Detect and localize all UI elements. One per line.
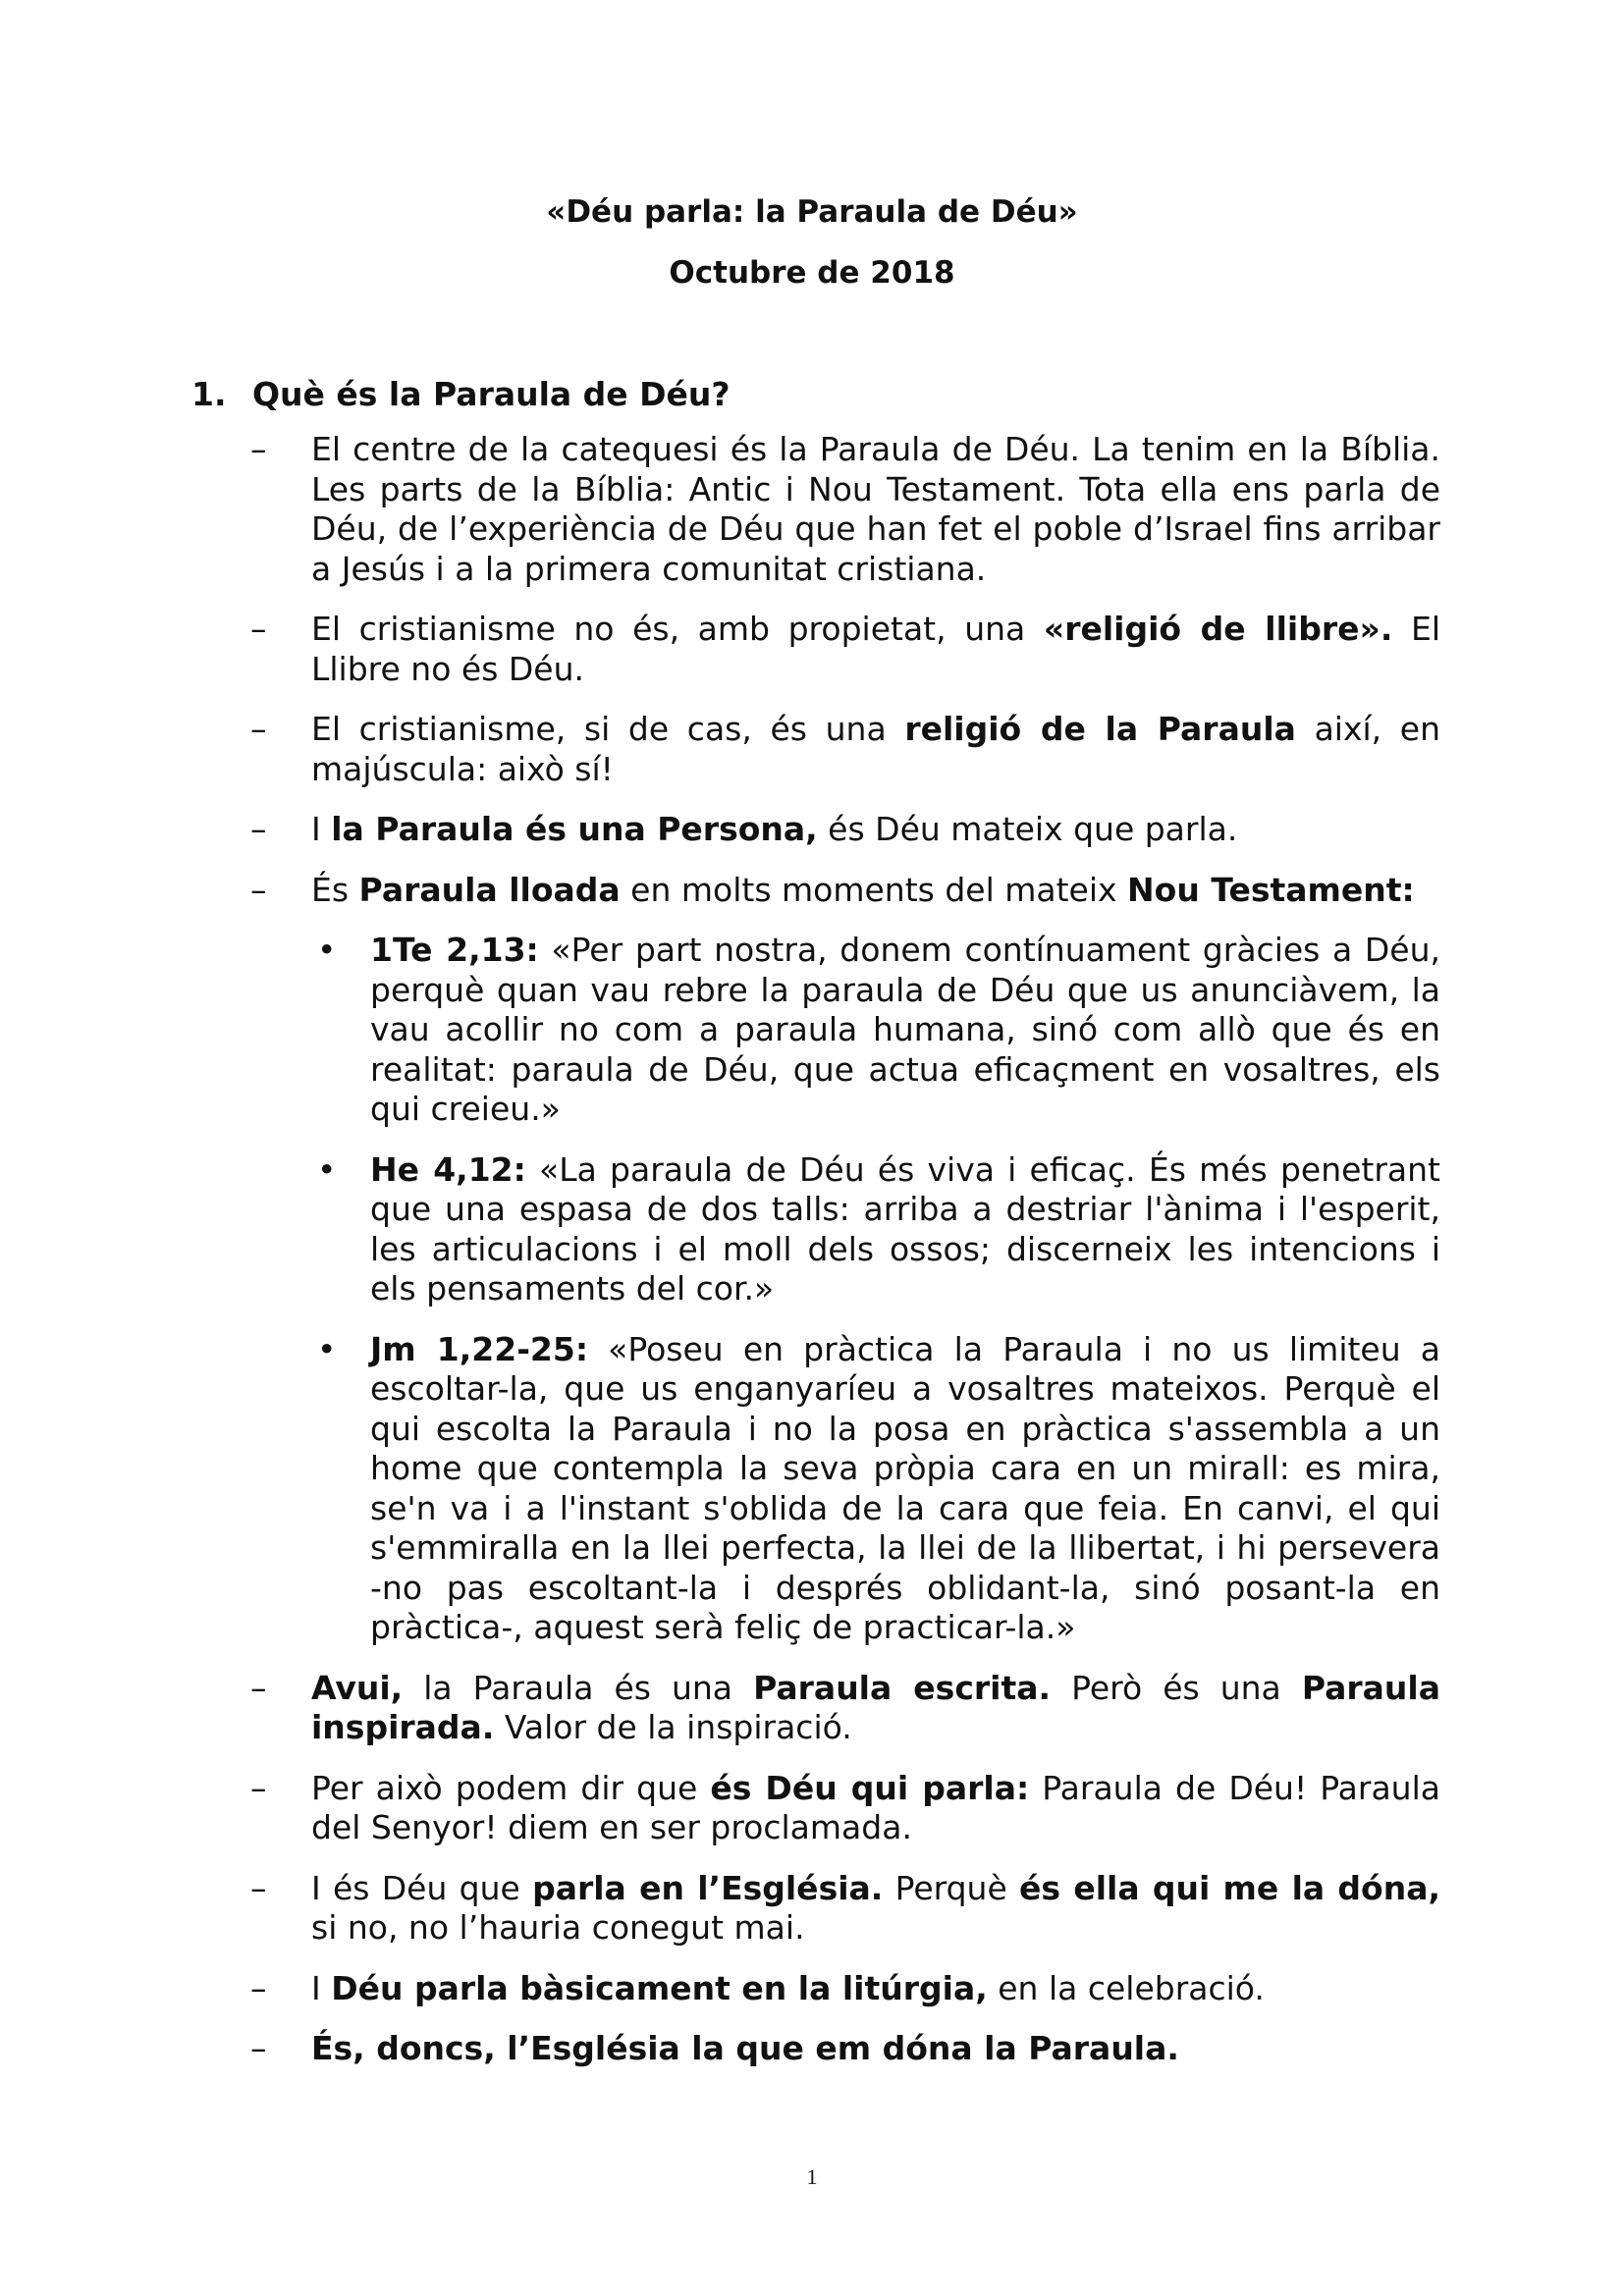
- quote-text: «Per part nostra, donem contínuament gràcies a Déu, perquè quan vau rebre la paraula de Déu que us anunciàvem, la vau acollir no com a paraula humana, sinó com allò que és en realitat: paraula de Déu, que actua eficaçment en vosaltres, els qui creieu.»: [370, 931, 1440, 1128]
- item-emphasis: parla en l’Església.: [532, 1868, 884, 1907]
- quote-reference: Jm 1,22-25:: [370, 1329, 589, 1368]
- item-text: si no, no l’hauria conegut mai.: [311, 1908, 805, 1947]
- dash-bullet: –: [250, 1768, 267, 1807]
- quote-reference: 1Te 2,13:: [370, 931, 539, 969]
- quote-item: [250, 1330, 1440, 1648]
- item-emphasis: Avui,: [311, 1668, 404, 1707]
- dash-bullet: –: [250, 710, 267, 748]
- item-text: I és Déu que: [311, 1868, 533, 1907]
- section-heading: [191, 375, 731, 413]
- item-text: en molts moments del mateix: [620, 870, 1128, 909]
- list-item: [250, 1769, 1440, 1848]
- item-text: Per això podem dir que: [311, 1768, 711, 1807]
- list-item: [250, 1669, 1440, 1748]
- item-emphasis: Paraula escrita.: [753, 1668, 1052, 1707]
- item-emphasis: Paraula inspirada.: [311, 1668, 1440, 1746]
- document-title: «Déu parla: la Paraula de Déu»: [546, 194, 1078, 230]
- dash-bullet: –: [250, 430, 267, 468]
- document-date: Octubre de 2018: [669, 255, 955, 291]
- item-text: Perquè: [883, 1868, 1020, 1907]
- item-emphasis: Paraula lloada: [358, 870, 621, 909]
- item-text: El centre de la catequesi és la Paraula de Déu. La tenim en la Bíblia. Les parts de la Bíblia: Antic i Nou Testament. Tota ella ens parla de Déu, de l’experiència de Déu que han fet el poble d’Israel fins arribar a Jesús i a la primera comunitat cristiana.: [311, 430, 1440, 588]
- bullet: •: [317, 1149, 337, 1189]
- list-item: [250, 430, 1440, 589]
- dash-bullet: –: [250, 2029, 267, 2067]
- item-text: El cristianisme, si de cas, és una: [311, 710, 905, 748]
- list-item: [250, 710, 1440, 789]
- item-text: en la celebració.: [987, 1968, 1265, 2007]
- section-number: 1.: [191, 375, 227, 413]
- item-text: És: [311, 870, 359, 909]
- dash-bullet: –: [250, 1868, 267, 1907]
- list-item: [250, 871, 1440, 911]
- dash-bullet: –: [250, 1968, 267, 2007]
- item-text: El Llibre no és Déu.: [311, 610, 1441, 688]
- list-item: [250, 810, 1440, 850]
- item-text: Però és una: [1051, 1668, 1302, 1707]
- item-text: El cristianisme no és, amb propietat, una: [311, 610, 1044, 648]
- dash-bullet: –: [250, 1668, 267, 1707]
- quote-text: «Poseu en pràctica la Paraula i no us limiteu a escoltar-la, que us enganyaríeu a vosaltres mateixos. Perquè el qui escolta la Paraula i no la posa en pràctica s'assembla a un home que contempla la seva pròpia cara en un mirall: es mira, se'n va i a l'instant s'oblida de la cara que feia. En canvi, el qui s'emmiralla en la llei perfecta, la llei de la llibertat, i hi persevera -no pas escoltant-la i després oblidant-la, sinó posant-la en pràctica-, aquest serà feliç de practicar-la.»: [370, 1329, 1441, 1646]
- item-emphasis: és ella qui me la dóna,: [1019, 1868, 1440, 1907]
- item-emphasis: «religió de llibre».: [1043, 610, 1393, 648]
- quote-item: [250, 931, 1440, 1130]
- item-text: Paraula de Déu! Paraula del Senyor! diem en ser proclamada.: [311, 1768, 1440, 1846]
- item-text: és Déu mateix que parla.: [817, 810, 1238, 848]
- list-item: [250, 610, 1440, 689]
- item-emphasis: Nou Testament:: [1127, 870, 1415, 909]
- item-text: així, en majúscula: això sí!: [311, 710, 1440, 788]
- page-number: 1: [806, 2164, 818, 2189]
- section-content: [250, 430, 1440, 2090]
- list-item: [250, 1869, 1440, 1949]
- item-text: la Paraula és una: [403, 1668, 754, 1707]
- bullet: •: [317, 931, 337, 969]
- item-emphasis: la Paraula és una Persona,: [331, 810, 818, 848]
- bullet: •: [317, 1329, 337, 1368]
- list-item: [250, 2029, 1440, 2069]
- dash-bullet: –: [250, 870, 267, 909]
- list-item: [250, 1969, 1440, 2009]
- item-text: I: [311, 810, 332, 848]
- item-emphasis: És, doncs, l’Església la que em dóna la Paraula.: [311, 2029, 1179, 2067]
- item-emphasis: Déu parla bàsicament en la litúrgia,: [331, 1968, 988, 2007]
- quote-reference: He 4,12:: [370, 1149, 526, 1189]
- dash-bullet: –: [250, 610, 267, 648]
- dash-bullet: –: [250, 810, 267, 848]
- item-text: I: [311, 1968, 332, 2007]
- quote-item: [250, 1150, 1440, 1309]
- item-text: Valor de la inspiració.: [494, 1708, 852, 1746]
- section-title: Què és la Paraula de Déu?: [252, 375, 731, 413]
- quote-text: «La paraula de Déu és viva i eficaç. És més penetrant que una espasa de dos talls: arriba a destriar l'ànima i l'esperit, les articulacions i el moll dels ossos; discerneix les intencions i els pensaments del cor.»: [370, 1149, 1440, 1308]
- item-emphasis: religió de la Paraula: [904, 710, 1296, 748]
- item-emphasis: és Déu qui parla:: [710, 1768, 1030, 1807]
